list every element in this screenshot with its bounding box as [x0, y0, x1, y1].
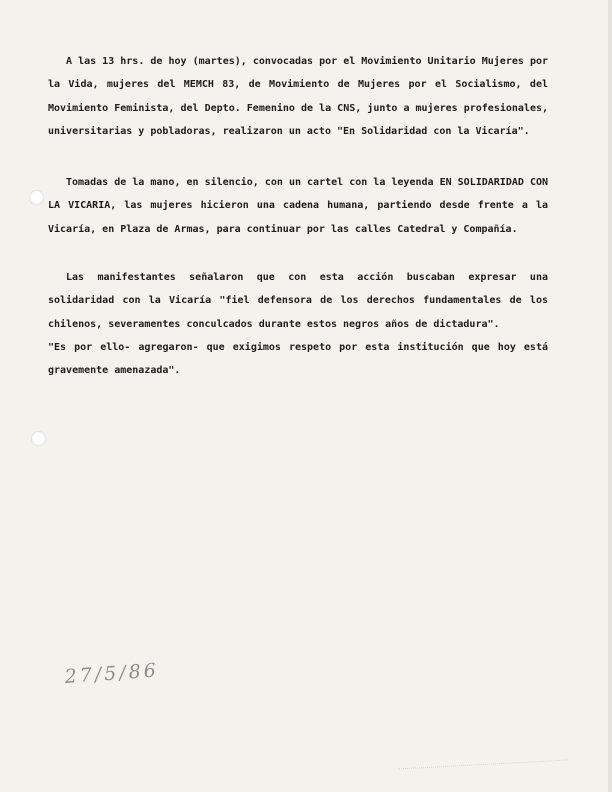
- paragraph-human-chain: Tomadas de la mano, en silencio, con un cartel con la leyenda EN SOLIDARIDAD CON LA VICARIA, las mujeres hicieron una cadena humana, partiendo desde frente a la Vicaría, en Plaza de Armas, para continuar por las calles Catedral y Compañía.: [48, 177, 548, 235]
- reverse-side-bleed-through: [398, 760, 568, 775]
- scan-edge: [608, 0, 612, 792]
- paragraph-solidarity-statement: Las manifestantes señalaron que con esta acción buscaban expresar una solidaridad con la Vicaría "fiel defensora de los derechos fundamentales de los chilenos, severamentes conculcados durante estos negros años de dictadura".: [48, 272, 548, 330]
- paragraph-event-announcement: A las 13 hrs. de hoy (martes), convocadas por el Movimiento Unitario Mujeres por la Vida, mujeres del MEMCH 83, de Movimiento de Mujeres por el Socialismo, del Movimiento Feminista, del Depto. Femenino de la CNS, junto a mujeres profesionales, universitarias y pobladoras, realizaron un acto "En Solidaridad con la Vicaría".: [48, 56, 548, 137]
- handwritten-date: 27/5/86: [64, 659, 160, 688]
- punch-hole-bottom: [31, 431, 46, 446]
- punch-hole-top: [29, 190, 44, 205]
- paragraph-quote: "Es por ello- agregaron- que exigimos respeto por esta institución que hoy está gravemente amenazada".: [48, 342, 548, 377]
